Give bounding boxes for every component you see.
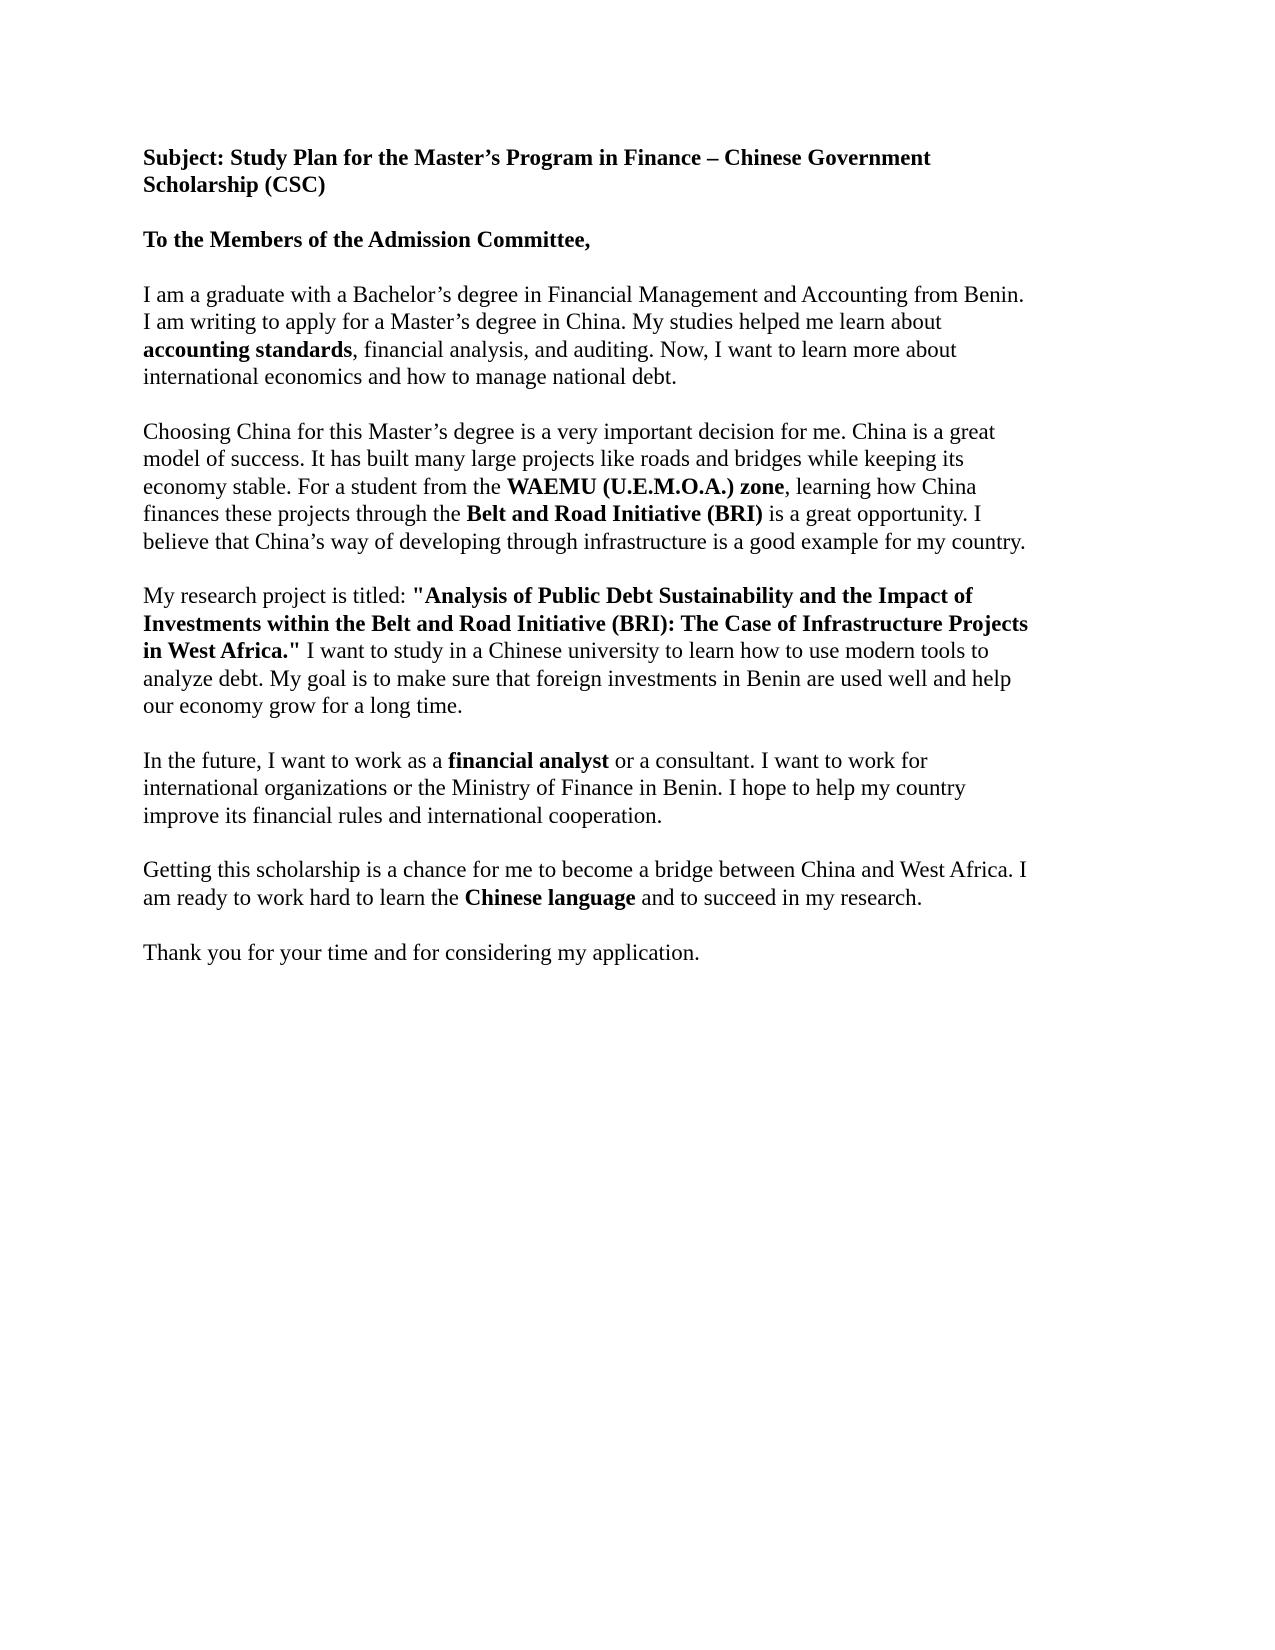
bold-text: Investments within the Belt and Road Initiative (BRI): The Case of Infrastructure Projects (143, 610, 1029, 636)
text-line (143, 856, 1143, 883)
bold-text: "Analysis of Public Debt Sustainability and the Impact of (411, 583, 973, 609)
text-run: Choosing China for this Master’s degree is a very important decision for me. China is a great (143, 419, 996, 445)
text-run: , financial analysis, and auditing. Now, I want to learn more about (352, 336, 957, 362)
text-line (143, 747, 1143, 774)
text-line (143, 226, 1143, 253)
text-run: international economics and how to manage national debt. (143, 364, 677, 390)
text-run: In the future, I want to work as a (143, 747, 449, 773)
text-run: I am writing to apply for a Master’s degree in China. My studies helped me learn about (143, 309, 942, 335)
text-line (143, 884, 1143, 911)
text-line (143, 418, 1143, 445)
text-run: is a great opportunity. I (762, 501, 982, 527)
closing (143, 939, 1143, 966)
text-run: our economy grow for a long time. (143, 693, 463, 719)
bold-text: Subject: Study Plan for the Master’s Program in Finance – Chinese Government (143, 145, 931, 170)
paragraph-why-china (143, 418, 1143, 555)
bold-text: financial analyst (448, 747, 610, 773)
bold-text: Chinese language (464, 884, 636, 910)
text-line (143, 473, 1143, 500)
text-line (143, 939, 1143, 966)
text-line (143, 445, 1143, 472)
text-run: believe that China’s way of developing through infrastructure is a good example for my country. (143, 528, 1026, 554)
paragraph-scholarship (143, 856, 1143, 911)
text-line (143, 774, 1143, 801)
text-run: international organizations or the Ministry of Finance in Benin. I hope to help my country (143, 775, 966, 801)
text-line (143, 500, 1143, 527)
text-line (143, 802, 1143, 829)
subject-heading (143, 144, 1143, 199)
text-line (143, 582, 1143, 609)
text-run: finances these projects through the (143, 501, 467, 527)
text-run: Thank you for your time and for considering my application. (143, 939, 700, 965)
bold-text: Belt and Road Initiative (BRI) (466, 501, 763, 527)
text-line (143, 336, 1143, 363)
bold-text: WAEMU (U.E.M.O.A.) zone (506, 473, 785, 499)
paragraph-intro (143, 281, 1143, 391)
salutation (143, 226, 1143, 253)
text-line (143, 171, 1143, 198)
text-run: analyze debt. My goal is to make sure that foreign investments in Benin are used well and help (143, 665, 1012, 691)
bold-text: accounting standards (143, 336, 353, 362)
text-line (143, 308, 1143, 335)
text-run: My research project is titled: (143, 583, 412, 609)
text-line (143, 363, 1143, 390)
bold-text: Scholarship (CSC) (143, 172, 326, 198)
text-run: model of success. It has built many large projects like roads and bridges while keeping its (143, 446, 964, 472)
text-run: Getting this scholarship is a chance for me to become a bridge between China and West Africa. I (143, 857, 1027, 883)
text-run: , learning how China (784, 473, 977, 499)
text-line (143, 692, 1143, 719)
text-run: improve its financial rules and international cooperation. (143, 802, 663, 828)
text-run: economy stable. For a student from the (143, 473, 507, 499)
text-line (143, 610, 1143, 637)
text-line (143, 528, 1143, 555)
text-line (143, 637, 1143, 664)
document-body (143, 144, 1143, 993)
paragraph-research (143, 582, 1143, 719)
bold-text: in West Africa." (143, 638, 301, 664)
bold-text: To the Members of the Admission Committee, (143, 227, 591, 253)
paragraph-career (143, 747, 1143, 829)
text-run: I am a graduate with a Bachelor’s degree in Financial Management and Accounting from Benin. (143, 282, 1025, 307)
text-run: am ready to work hard to learn the (143, 884, 465, 910)
text-run: and to succeed in my research. (635, 884, 923, 910)
text-line (143, 144, 1143, 171)
text-run: I want to study in a Chinese university to learn how to use modern tools to (300, 638, 989, 664)
text-run: or a consultant. I want to work for (609, 747, 928, 773)
text-line (143, 665, 1143, 692)
text-line (143, 281, 1143, 308)
